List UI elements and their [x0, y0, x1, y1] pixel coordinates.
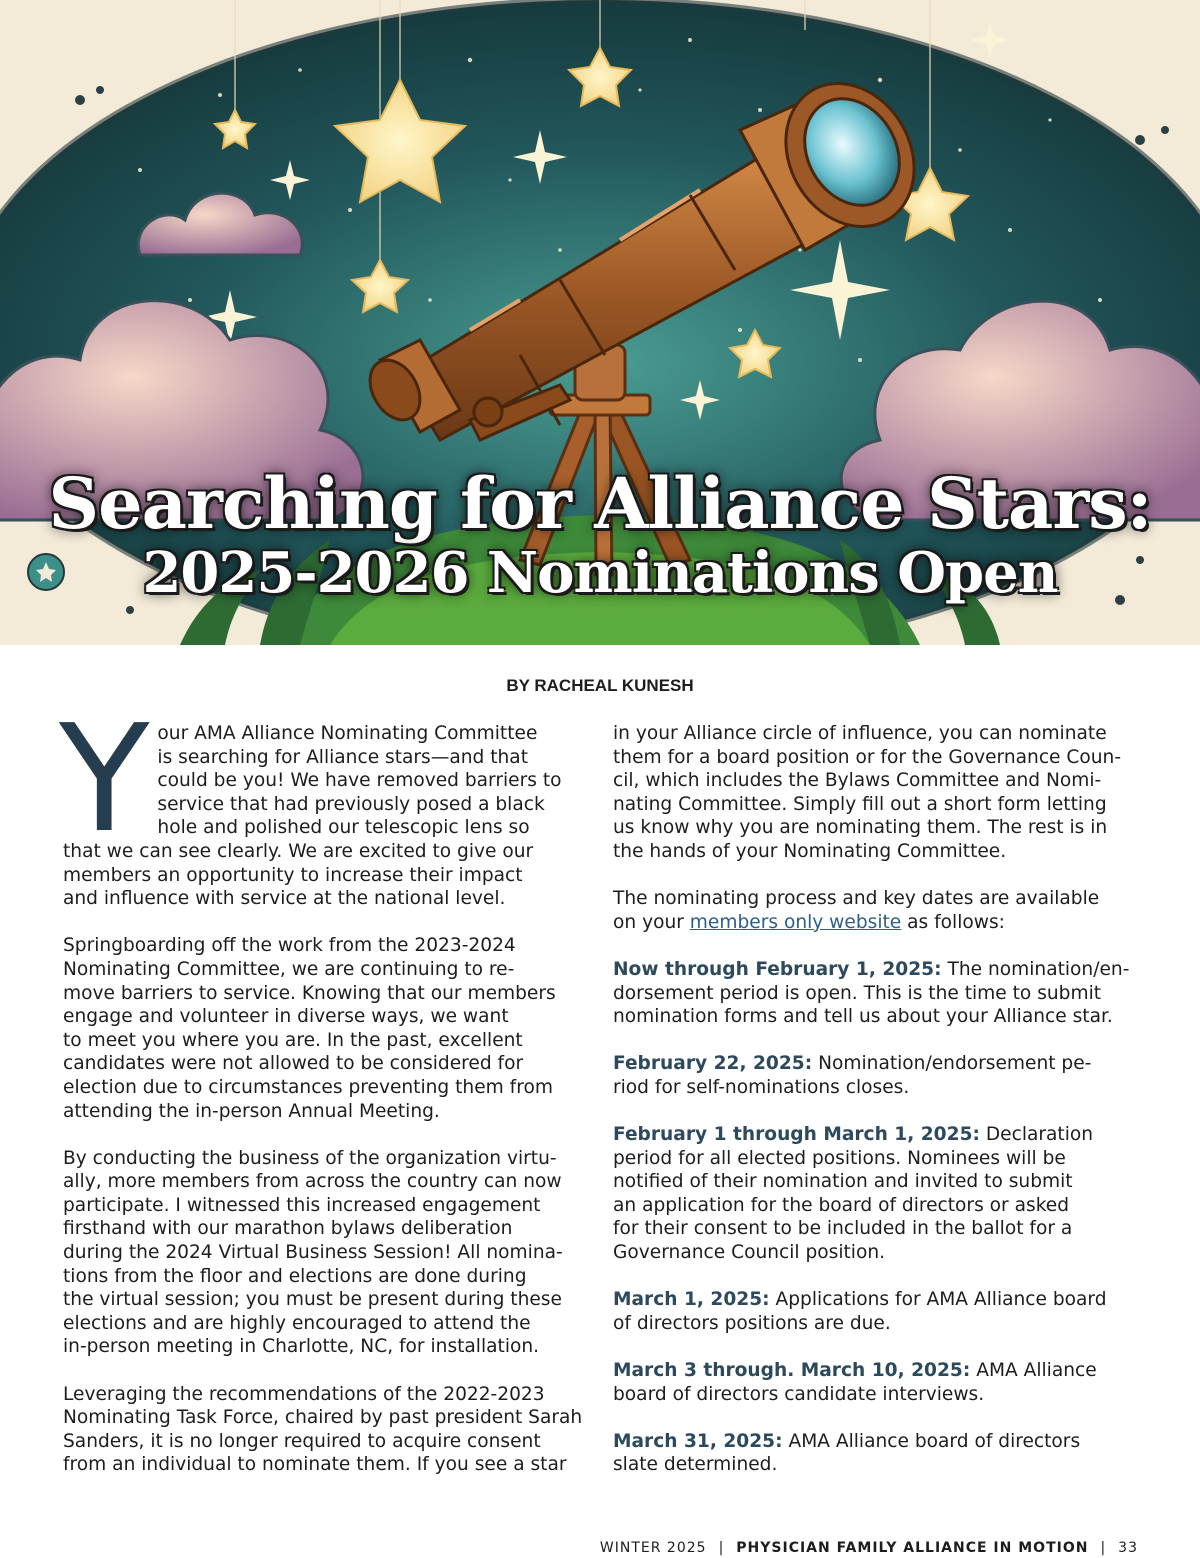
- text-fragment: on your: [613, 911, 690, 933]
- text-line: and influence with service at the national level.: [63, 888, 506, 910]
- date-label: March 3 through. March 10, 2025:: [613, 1360, 971, 1382]
- text-line: of directors positions are due.: [613, 1312, 891, 1334]
- text-line: in-person meeting in Charlotte, NC, for installation.: [63, 1336, 540, 1358]
- paragraph: [63, 934, 593, 1123]
- byline: BY RACHEAL KUNESH: [506, 676, 694, 695]
- text-line: ally, more members from across the country can now: [63, 1171, 562, 1193]
- left-column: [59, 693, 593, 1501]
- text-line: could be you! We have removed barriers to: [157, 770, 562, 792]
- text-line: dorsement period is open. This is the time to submit: [613, 982, 1102, 1004]
- text-line: the hands of your Nominating Committee.: [613, 840, 1007, 862]
- intro-paragraph: [59, 693, 593, 911]
- text-line: [613, 1288, 1143, 1312]
- text-line: cil, which includes the Bylaws Committee and Nomi-: [613, 770, 1102, 792]
- text-line: attending the in-person Annual Meeting.: [63, 1100, 440, 1122]
- text-line: [613, 911, 1143, 935]
- page-number: 33: [1118, 1540, 1138, 1556]
- date-label: February 1 through March 1, 2025:: [613, 1124, 980, 1146]
- text-line: nating Committee. Simply fill out a short form letting: [613, 793, 1107, 815]
- text-line: them for a board position or for the Governance Coun-: [613, 746, 1122, 768]
- text-line: [613, 1123, 1143, 1147]
- text-fragment: The nomination/en-: [941, 958, 1130, 980]
- text-line: period for all elected positions. Nominees will be: [613, 1147, 1066, 1169]
- text-line: during the 2024 Virtual Business Session! All nomina-: [63, 1242, 563, 1264]
- date-label: February 22, 2025:: [613, 1053, 813, 1075]
- key-date-item: [613, 1052, 1143, 1099]
- text-line: riod for self-nominations closes.: [613, 1076, 910, 1098]
- paragraph: [613, 887, 1143, 934]
- key-date-item: [613, 1123, 1143, 1265]
- text-line: us know why you are nominating them. The rest is in: [613, 817, 1108, 839]
- text-line: from an individual to nominate them. If you see a star: [63, 1454, 567, 1476]
- text-line: that we can see clearly. We are excited to give our: [63, 840, 534, 862]
- text-line: Springboarding off the work from the 2023-2024: [63, 935, 516, 957]
- text-line: service that had previously posed a black: [157, 793, 545, 815]
- text-line: the virtual session; you must be present during these: [63, 1289, 562, 1311]
- text-line: The nominating process and key dates are available: [613, 888, 1100, 910]
- hero-illustration: [0, 0, 1200, 645]
- text-line: By conducting the business of the organization virtu-: [63, 1147, 557, 1169]
- text-fragment: as follows:: [901, 911, 1005, 933]
- text-line: for their consent to be included in the ballot for a: [613, 1218, 1073, 1240]
- text-line: [613, 1359, 1143, 1383]
- text-line: Governance Council position.: [613, 1242, 886, 1264]
- text-line: engage and volunteer in diverse ways, we want: [63, 1006, 509, 1028]
- text-line: notified of their nomination and invited to submit: [613, 1171, 1073, 1193]
- drop-cap: Y: [59, 693, 150, 865]
- text-line: Sanders, it is no longer required to acquire consent: [63, 1430, 541, 1452]
- footer-divider: |: [718, 1540, 725, 1556]
- text-line: elections and are highly encouraged to attend the: [63, 1312, 531, 1334]
- text-line: move barriers to service. Knowing that our members: [63, 982, 556, 1004]
- paragraph: [63, 1147, 593, 1359]
- text-line: election due to circumstances preventing them from: [63, 1076, 553, 1098]
- text-line: [613, 1430, 1143, 1454]
- text-line: [613, 958, 1143, 982]
- text-line: tions from the floor and elections are done during: [63, 1265, 527, 1287]
- text-line: our AMA Alliance Nominating Committee: [157, 723, 538, 744]
- text-line: nomination forms and tell us about your Alliance star.: [613, 1006, 1113, 1028]
- text-fragment: AMA Alliance: [970, 1360, 1097, 1382]
- issue-label: WINTER 2025: [599, 1540, 707, 1556]
- article-title: Searching for Alliance Stars:: [48, 462, 1152, 545]
- key-date-item: [613, 1359, 1143, 1406]
- text-line: an application for the board of directors or asked: [613, 1194, 1070, 1216]
- text-line: candidates were not allowed to be considered for: [63, 1053, 524, 1075]
- text-line: slate determined.: [613, 1454, 778, 1476]
- text-fragment: Declaration: [979, 1124, 1094, 1146]
- date-label: March 31, 2025:: [613, 1430, 783, 1452]
- key-date-item: [613, 958, 1143, 1029]
- page-footer: [600, 1540, 1138, 1556]
- text-line: Leveraging the recommendations of the 2022-2023: [63, 1383, 545, 1405]
- text-line: board of directors candidate interviews.: [613, 1383, 985, 1405]
- date-label: Now through February 1, 2025:: [613, 958, 942, 980]
- text-line: firsthand with our marathon bylaws deliberation: [63, 1218, 513, 1240]
- text-fragment: Nomination/endorsement pe-: [812, 1053, 1092, 1075]
- text-line: in your Alliance circle of influence, you can nominate: [613, 723, 1107, 744]
- publication-name: PHYSICIAN FAMILY ALLIANCE IN MOTION: [736, 1540, 1089, 1556]
- paragraph: [613, 722, 1143, 864]
- text-fragment: AMA Alliance board of directors: [782, 1430, 1081, 1452]
- date-label: March 1, 2025:: [613, 1289, 770, 1311]
- members-only-website-link[interactable]: members only website: [689, 911, 902, 933]
- text-line: Nominating Task Force, chaired by past president Sarah: [63, 1407, 583, 1429]
- footer-divider: |: [1100, 1540, 1107, 1556]
- text-line: is searching for Alliance stars—and that: [157, 746, 528, 768]
- text-line: participate. I witnessed this increased engagement: [63, 1194, 541, 1216]
- paragraph: [63, 1383, 593, 1477]
- article-subtitle: 2025-2026 Nominations Open: [142, 540, 1058, 606]
- text-line: to meet you where you are. In the past, excellent: [63, 1029, 523, 1051]
- key-date-item: [613, 1430, 1143, 1477]
- text-line: Nominating Committee, we are continuing to re-: [63, 958, 515, 980]
- text-line: [613, 1052, 1143, 1076]
- text-line: hole and polished our telescopic lens so: [157, 817, 530, 839]
- right-column: [613, 722, 1143, 1501]
- text-line: members an opportunity to increase their impact: [63, 864, 523, 886]
- text-fragment: Applications for AMA Alliance board: [769, 1289, 1107, 1311]
- key-date-item: [613, 1288, 1143, 1335]
